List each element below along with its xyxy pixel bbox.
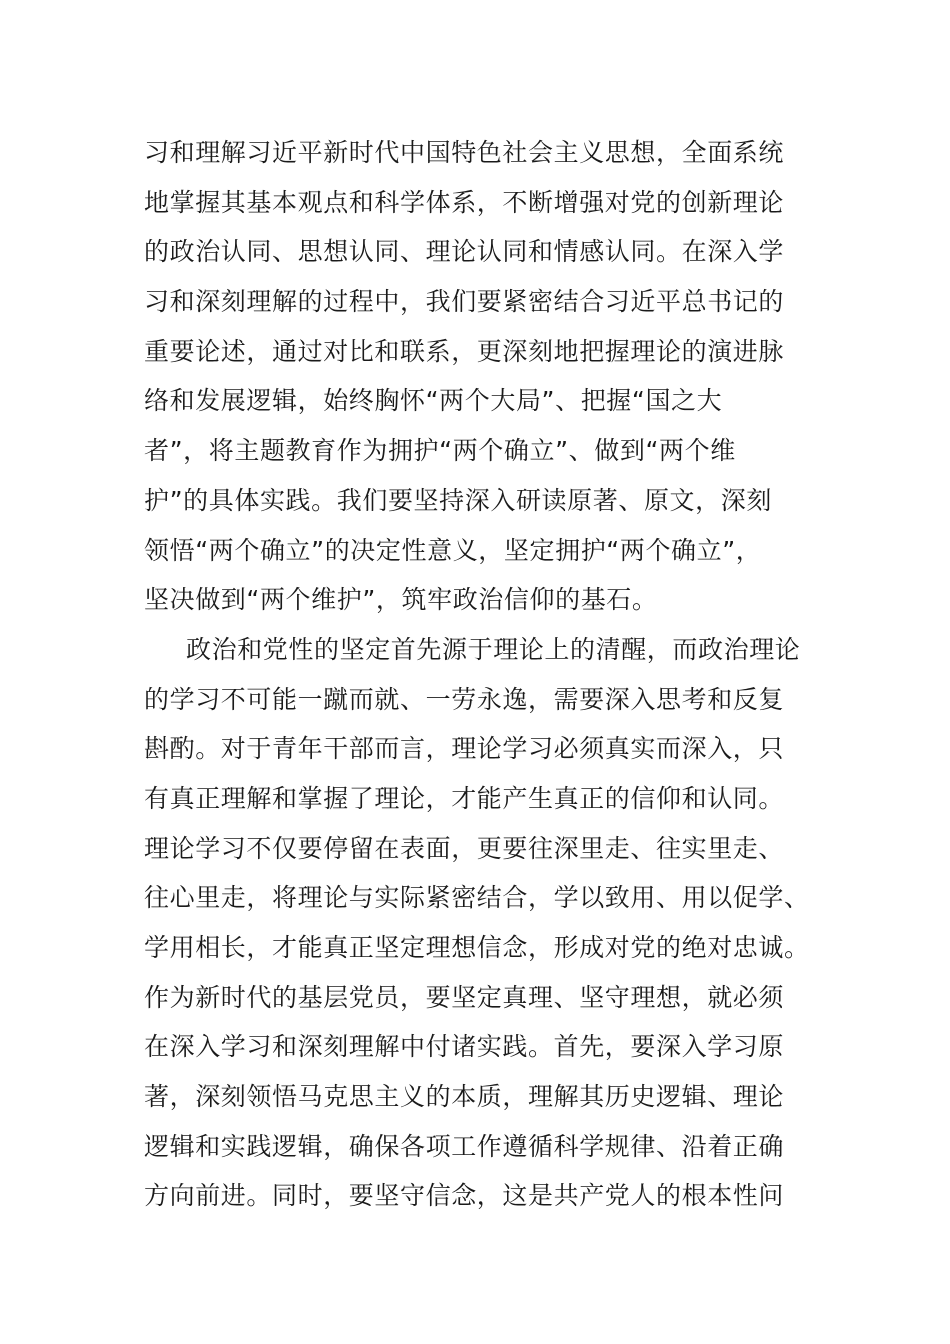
paragraph-1 — [144, 128, 824, 625]
document-body — [144, 128, 824, 1221]
text-line: 理论学习不仅要停留在表面，更要往深里走、往实里走、 — [144, 833, 785, 863]
text-line: 学用相长，才能真正坚定理想信念，形成对党的绝对忠诚。 — [144, 933, 810, 962]
text-line: 往心里走，将理论与实际紧密结合，学以致用、用以促学、 — [144, 883, 810, 913]
text-line: 护”的具体实践。我们要坚持深入研读原著、原文，深刻 — [144, 485, 772, 515]
text-line: 斟酌。对于青年干部而言，理论学习必须真实而深入，只 — [144, 734, 785, 764]
text-line: 地掌握其基本观点和科学体系，不断增强对党的创新理论 — [144, 187, 785, 217]
text-line: 者”，将主题教育作为拥护“两个确立”、做到“两个维 — [144, 436, 736, 466]
text-line: 在深入学习和深刻理解中付诸实践。首先，要深入学习原 — [144, 1032, 785, 1062]
text-line: 逻辑和实践逻辑，确保各项工作遵循科学规律、沿着正确 — [144, 1131, 785, 1161]
text-line: 作为新时代的基层党员，要坚定真理、坚守理想，就必须 — [144, 982, 785, 1012]
text-line-first-indented: 政治和党性的坚定首先源于理论上的清醒，而政治理论 — [186, 634, 801, 664]
text-line: 著，深刻领悟马克思主义的本质，理解其历史逻辑、理论 — [144, 1082, 785, 1112]
text-line: 有真正理解和掌握了理论，才能产生真正的信仰和认同。 — [144, 783, 785, 813]
text-line: 方向前进。同时，要坚守信念，这是共产党人的根本性问 — [144, 1181, 785, 1211]
text-line: 重要论述，通过对比和联系，更深刻地把握理论的演进脉 — [144, 336, 785, 366]
text-line: 的学习不可能一蹴而就、一劳永逸，需要深入思考和反复 — [144, 684, 785, 714]
text-line: 领悟“两个确立”的决定性意义，坚定拥护“两个确立”， — [144, 535, 762, 565]
text-line: 的政治认同、思想认同、理论认同和情感认同。在深入学 — [144, 237, 785, 267]
text-line: 习和深刻理解的过程中，我们要紧密结合习近平总书记的 — [144, 287, 785, 317]
text-line: 习和理解习近平新时代中国特色社会主义思想，全面系统 — [144, 138, 785, 167]
text-line: 坚决做到“两个维护”，筑牢政治信仰的基石。 — [144, 585, 658, 615]
paragraph-2 — [144, 625, 824, 1221]
text-line: 络和发展逻辑，始终胸怀“两个大局”、把握“国之大 — [144, 386, 723, 416]
